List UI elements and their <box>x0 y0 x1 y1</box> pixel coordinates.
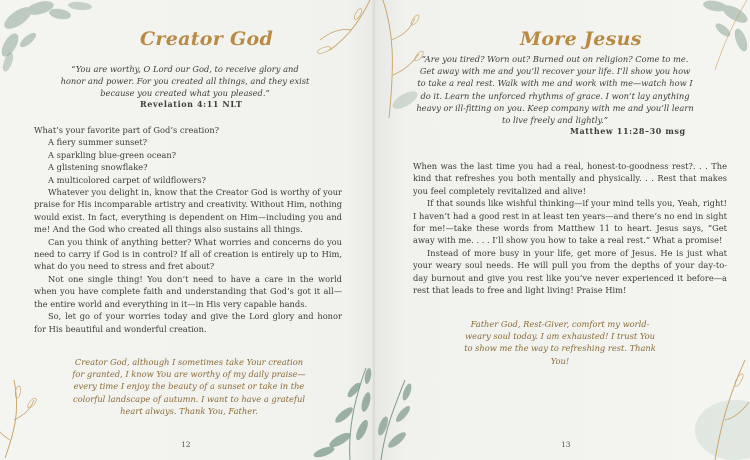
leaf-decoration-bottom-left-icon <box>375 370 445 460</box>
closing-prayer: Creator God, although I sometimes take Your creation for granted, I know You are worthy of my daily praise—every time I enjoy the beauty of a sunset or take in the colorful landscape of autumn. I want to have a grateful heart always. Thank You, Father. <box>72 357 306 416</box>
paragraph: Instead of more busy in your life, get more of Jesus. He is just what your weary soul needs. He will pull you from the depths of your day-to-day burnout and give you rest like you’ve never experienced it before—a rest that leads to free and light living! Praise Him! <box>413 247 727 296</box>
paragraph: Whatever you delight in, know that the Creator God is worthy of your praise for His incomparable artistry and creativity. Without Him, nothing would exist. In fact, everything is dependent on Him—including you and me! And the God who created all things also sustains all things. <box>34 187 342 235</box>
page-title: More Jesus <box>520 28 642 50</box>
closing-prayer: Father God, Rest-Giver, comfort my world-weary soul today. I am exhausted! I trust You to show me the way to refreshing rest. Thank You! <box>464 319 656 366</box>
page-title: Creator God <box>140 28 274 50</box>
page-number: 12 <box>181 440 191 449</box>
leaf-decoration-bottom-center-icon <box>310 360 375 460</box>
list-item: A sparkling blue-green ocean? <box>48 149 177 160</box>
list-item: A glistening snowflake? <box>48 162 148 173</box>
body-text <box>413 160 727 296</box>
paragraph: Can you think of anything better? What worries and concerns do you need to carry if God is in control? If all of creation is entirely up to Him, what do you need to stress and fret about? <box>34 236 342 272</box>
paragraph: What’s your favorite part of God’s creation? <box>34 125 220 135</box>
leaf-decoration-bottom-right-icon <box>665 340 750 460</box>
body-text <box>34 124 342 335</box>
paragraph: So, let go of your worries today and give the Lord glory and honor for His beautiful and wonderful creation. <box>34 311 342 334</box>
paragraph: When was the last time you had a real, honest-to-goodness rest?. . . The kind that refreshes you both mentally and physically. . . Rest that makes you feel completely revitalized and alive! <box>413 161 727 196</box>
right-page <box>375 0 750 460</box>
gold-branch-top-center-icon <box>310 0 375 70</box>
scripture-verse: “You are worthy, O Lord our God, to receive glory and honor and power. For you created all things, and they exist because you created what you pleased.” <box>60 64 310 99</box>
page-number: 13 <box>561 440 571 449</box>
gold-branch-bottom-left-icon <box>0 370 70 460</box>
scripture-reference: Revelation 4:11 NLT <box>140 99 243 109</box>
list-item: A fiery summer sunset? <box>48 137 148 148</box>
paragraph: If that sounds like wishful thinking—if your mind tells you, Yeah, right! I haven’t had a good rest in at least ten years—and there’s no end in sight for me!—take these words from Matthew 11 to heart. Jesus says, “Get away with me. . . . I’ll show you how to take a real rest.” What a promise! <box>413 198 727 246</box>
scripture-verse: “Are you tired? Worn out? Burned out on religion? Come to me. Get away with me and you’ll recover your life. I’ll show you how to take a real rest. Walk with me and work with me—watch how I do it. Learn the unforced rhythms of grace. I won’t lay anything heavy or ill-fitting on you. Keep company with me and you’ll learn to live freely and lightly.” <box>416 54 694 126</box>
scripture-reference: Matthew 11:28–30 msg <box>570 126 686 136</box>
paragraph: Not one single thing! You don’t need to have a care in the world when you have complete faith and understanding that God’s got it all—the entire world and everything in it—in His very capable hands. <box>34 273 342 309</box>
list-item: A multicolored carpet of wildflowers? <box>48 174 206 185</box>
